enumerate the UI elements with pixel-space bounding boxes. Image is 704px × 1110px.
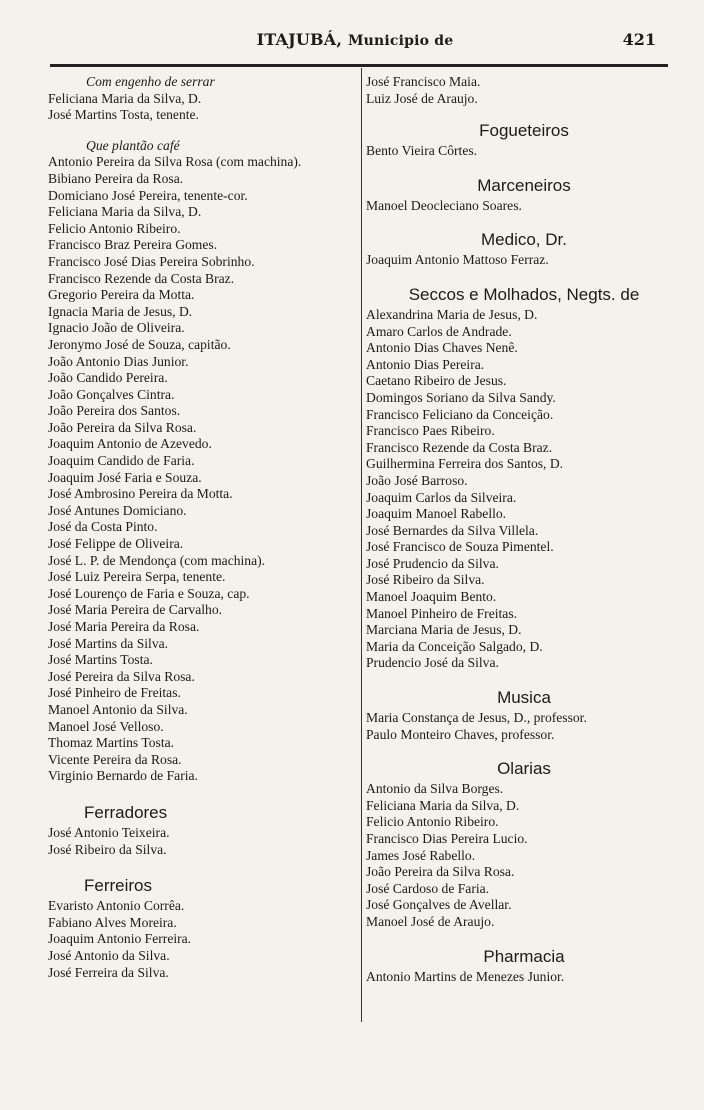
list-entry: Francisco Rezende da Costa Braz. [366,439,553,455]
list-entry: Paulo Monteiro Chaves, professor. [366,726,555,742]
entry-list [48,154,360,785]
list-entry: Antonio da Silva Borges. [366,781,504,797]
list-entry: Joaquim José Faria e Souza. [48,469,202,485]
list-entry: Joaquim Antonio de Azevedo. [48,436,212,452]
list-entry: Prudencio José da Silva. [366,655,499,671]
list-entry: Joaquim Manoel Rabello. [366,506,507,522]
list-entry: José da Costa Pinto. [48,519,158,535]
list-entry: Alexandrina Maria de Jesus, D. [366,306,538,322]
list-entry: Caetano Ribeiro de Jesus. [366,373,507,389]
list-entry: José Martins da Silva. [48,635,169,651]
list-entry: Antonio Dias Pereira. [366,356,485,372]
list-entry: José Francisco de Souza Pimentel. [366,539,554,555]
list-entry: João José Barroso. [366,472,468,488]
list-entry: Ignacio João de Oliveira. [48,320,185,336]
list-entry: Feliciana Maria da Silva, D. [366,797,520,813]
list-entry: José Cardoso de Faria. [366,880,490,896]
list-entry: José Felippe de Oliveira. [48,536,184,552]
column-divider [361,68,362,1022]
list-entry: Vicente Pereira da Rosa. [48,751,182,767]
section-heading: Fogueteiros [479,121,569,141]
list-entry: Francisco Feliciano da Conceição. [366,406,554,422]
list-entry: Feliciana Maria da Silva, D. [48,204,202,220]
entry-list [366,781,682,930]
list-entry: Francisco José Dias Pereira Sobrinho. [48,253,255,269]
entry-list [48,825,360,858]
list-entry: Ignacia Maria de Jesus, D. [48,303,193,319]
list-entry: José Francisco Maia. [366,74,481,89]
list-entry: Virginio Bernardo de Faria. [48,768,198,784]
list-entry: Joaquim Antonio Mattoso Ferraz. [366,252,549,268]
list-entry: João Pereira da Silva Rosa. [366,864,515,880]
section-heading: Marceneiros [477,175,571,195]
list-entry: Manoel Deocleciano Soares. [366,197,522,213]
right-column [366,74,682,985]
list-entry: José Gonçalves de Avellar. [366,897,512,913]
list-entry: Fabiano Alves Moreira. [48,914,177,930]
list-entry: Joaquim Carlos da Silveira. [366,489,517,505]
list-entry: Joaquim Candido de Faria. [48,453,195,469]
list-entry: Domingos Soriano da Silva Sandy. [366,389,556,405]
list-entry: Francisco Dias Pereira Lucio. [366,831,528,846]
list-entry: João Gonçalves Cintra. [48,386,175,402]
list-entry: Evaristo Antonio Corrêa. [48,898,185,914]
municipio-label: Municipio de [347,33,454,49]
list-entry: Francisco Rezende da Costa Braz. [48,270,235,286]
list-entry: Guilhermina Ferreira dos Santos, D. [366,456,564,472]
list-entry: José Luiz Pereira Serpa, tenente. [48,569,226,585]
list-entry: José Maria Pereira de Carvalho. [48,602,223,618]
entry-list [366,710,682,743]
entry-list [366,969,682,986]
list-entry: Antonio Pereira da Silva Rosa (com machina). [48,154,302,170]
header-rule [50,64,668,67]
entry-list [48,91,360,124]
list-entry: Jeronymo José de Souza, capitão. [48,336,231,352]
subsection-label: Que plantão café [86,137,180,153]
section-heading: Ferreiros [84,876,153,896]
list-entry: Antonio Dias Chaves Nenê. [366,340,518,356]
list-entry: José Pereira da Silva Rosa. [48,668,195,684]
list-entry: Maria da Conceição Salgado, D. [366,638,543,654]
list-entry: Felicio Antonio Ribeiro. [366,814,499,830]
entry-list [366,198,682,215]
page-number: 421 [622,30,656,49]
list-entry: Domiciano José Pereira, tenente-cor. [48,187,248,203]
list-entry: Luiz José de Araujo. [366,90,478,106]
town-name: ITAJUBÁ, [256,30,343,49]
list-entry: Manoel José de Araujo. [366,913,495,929]
section-heading: Seccos e Molhados, Negts. de [408,284,640,304]
list-entry: Bento Vieira Côrtes. [366,143,478,159]
list-entry: João Pereira dos Santos. [48,403,181,419]
list-entry: Francisco Braz Pereira Gomes. [48,237,218,253]
section-heading: Medico, Dr. [481,230,567,250]
left-column [48,74,360,981]
list-entry: James José Rabello. [366,847,476,863]
entry-list [366,143,682,160]
list-entry: Feliciana Maria da Silva, D. [48,90,202,106]
entry-list [366,74,682,107]
list-entry: José Antonio da Silva. [48,947,170,963]
list-entry: José Lourenço de Faria e Souza, cap. [48,585,250,601]
list-entry: José Martins Tosta, tenente. [48,107,199,123]
list-entry: José Ambrosino Pereira da Motta. [48,486,233,502]
subsection-label: Com engenho de serrar [86,74,215,89]
list-entry: Amaro Carlos de Andrade. [366,323,512,339]
entry-list [48,898,360,981]
list-entry: Manoel Joaquim Bento. [366,589,497,605]
section-heading: Pharmacia [483,946,565,966]
list-entry: José Pinheiro de Freitas. [48,685,181,701]
entry-list [366,307,682,672]
list-entry: José Maria Pereira da Rosa. [48,619,200,634]
page-header [40,30,670,54]
list-entry: Manoel Antonio da Silva. [48,701,188,717]
running-title [40,30,670,49]
list-entry: José Ferreira da Silva. [48,964,169,980]
list-entry: João Antonio Dias Junior. [48,353,189,369]
list-entry: José Bernardes da Silva Villela. [366,522,539,538]
section-heading: Musica [497,688,551,708]
list-entry: Manoel José Velloso. [48,718,164,734]
section-heading: Olarias [497,759,551,779]
list-entry: Joaquim Antonio Ferreira. [48,931,192,947]
list-entry: José Antunes Domiciano. [48,502,187,518]
list-entry: José Antonio Teixeira. [48,824,170,840]
list-entry: Francisco Paes Ribeiro. [366,423,495,439]
list-entry: Thomaz Martins Tosta. [48,735,175,751]
list-entry: José Ribeiro da Silva. [366,572,485,588]
list-entry: Marciana Maria de Jesus, D. [366,622,522,638]
section-heading: Ferradores [84,802,168,822]
list-entry: José L. P. de Mendonça (com machina). [48,552,266,568]
list-entry: José Prudencio da Silva. [366,555,499,571]
list-entry: Antonio Martins de Menezes Junior. [366,968,565,984]
list-entry: Bibiano Pereira da Rosa. [48,170,184,186]
list-entry: João Candido Pereira. [48,370,168,386]
list-entry: Maria Constança de Jesus, D., professor. [366,710,587,726]
entry-list [366,252,682,269]
list-entry: José Martins Tosta. [48,652,153,668]
list-entry: José Ribeiro da Silva. [48,841,167,857]
list-entry: Manoel Pinheiro de Freitas. [366,605,518,621]
list-entry: João Pereira da Silva Rosa. [48,419,197,435]
list-entry: Felicio Antonio Ribeiro. [48,220,181,236]
list-entry: Gregorio Pereira da Motta. [48,287,195,303]
